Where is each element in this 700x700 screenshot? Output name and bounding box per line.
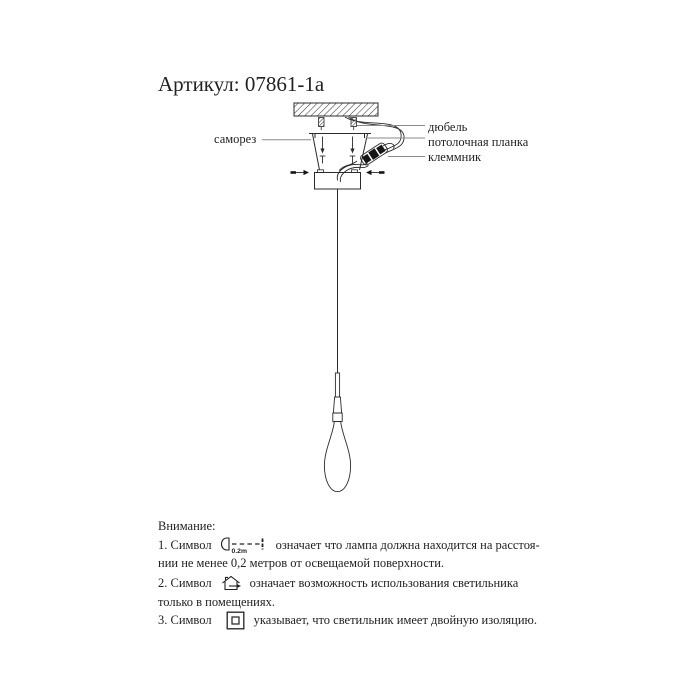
warning-heading: Внимание:	[158, 519, 216, 533]
ceiling-slab	[294, 103, 378, 116]
note-1-text-cont: нии не менее 0,2 метров от освещаемой поверхности.	[158, 556, 445, 570]
cord-grip	[333, 373, 342, 422]
double-insulation-icon	[226, 611, 245, 630]
note-item-2-cont	[158, 593, 275, 612]
slide-arrow-left-icon	[291, 170, 310, 175]
min-distance-value: 0.2m	[231, 548, 247, 555]
label-samorez: саморез	[214, 132, 257, 146]
pendant-lamp-teardrop	[324, 422, 350, 492]
indoor-use-house-icon	[220, 575, 242, 592]
note-2-text: означает возможность использования светильника	[249, 576, 519, 590]
page-title: Артикул: 07861-1a	[158, 72, 325, 96]
note-item-1-cont	[158, 554, 444, 573]
note-1-text: означает что лампа должна находится на расстоя-	[275, 538, 540, 552]
min-distance-symbol-icon	[220, 536, 268, 555]
note-3-text: указывает, что светильник имеет двойную изоляцию.	[253, 613, 538, 627]
note-item-1	[158, 536, 540, 555]
note-3-prefix: 3. Символ	[158, 613, 212, 627]
label-potolochnaya-planka: потолочная планка	[428, 134, 529, 149]
label-dyubel: дюбель	[428, 119, 468, 134]
note-item-2	[158, 574, 518, 593]
slide-arrow-right-icon	[366, 170, 385, 175]
screw-left-icon	[320, 137, 326, 164]
note-item-3	[158, 611, 537, 630]
note-2-text-cont: только в помещениях.	[158, 595, 275, 609]
screw-right-icon	[350, 137, 356, 164]
note-2-prefix: 2. Символ	[158, 576, 212, 590]
note-1-prefix: 1. Символ	[158, 538, 212, 552]
label-klemmnik: клеммник	[428, 149, 482, 164]
dowel-left-icon	[319, 118, 325, 131]
